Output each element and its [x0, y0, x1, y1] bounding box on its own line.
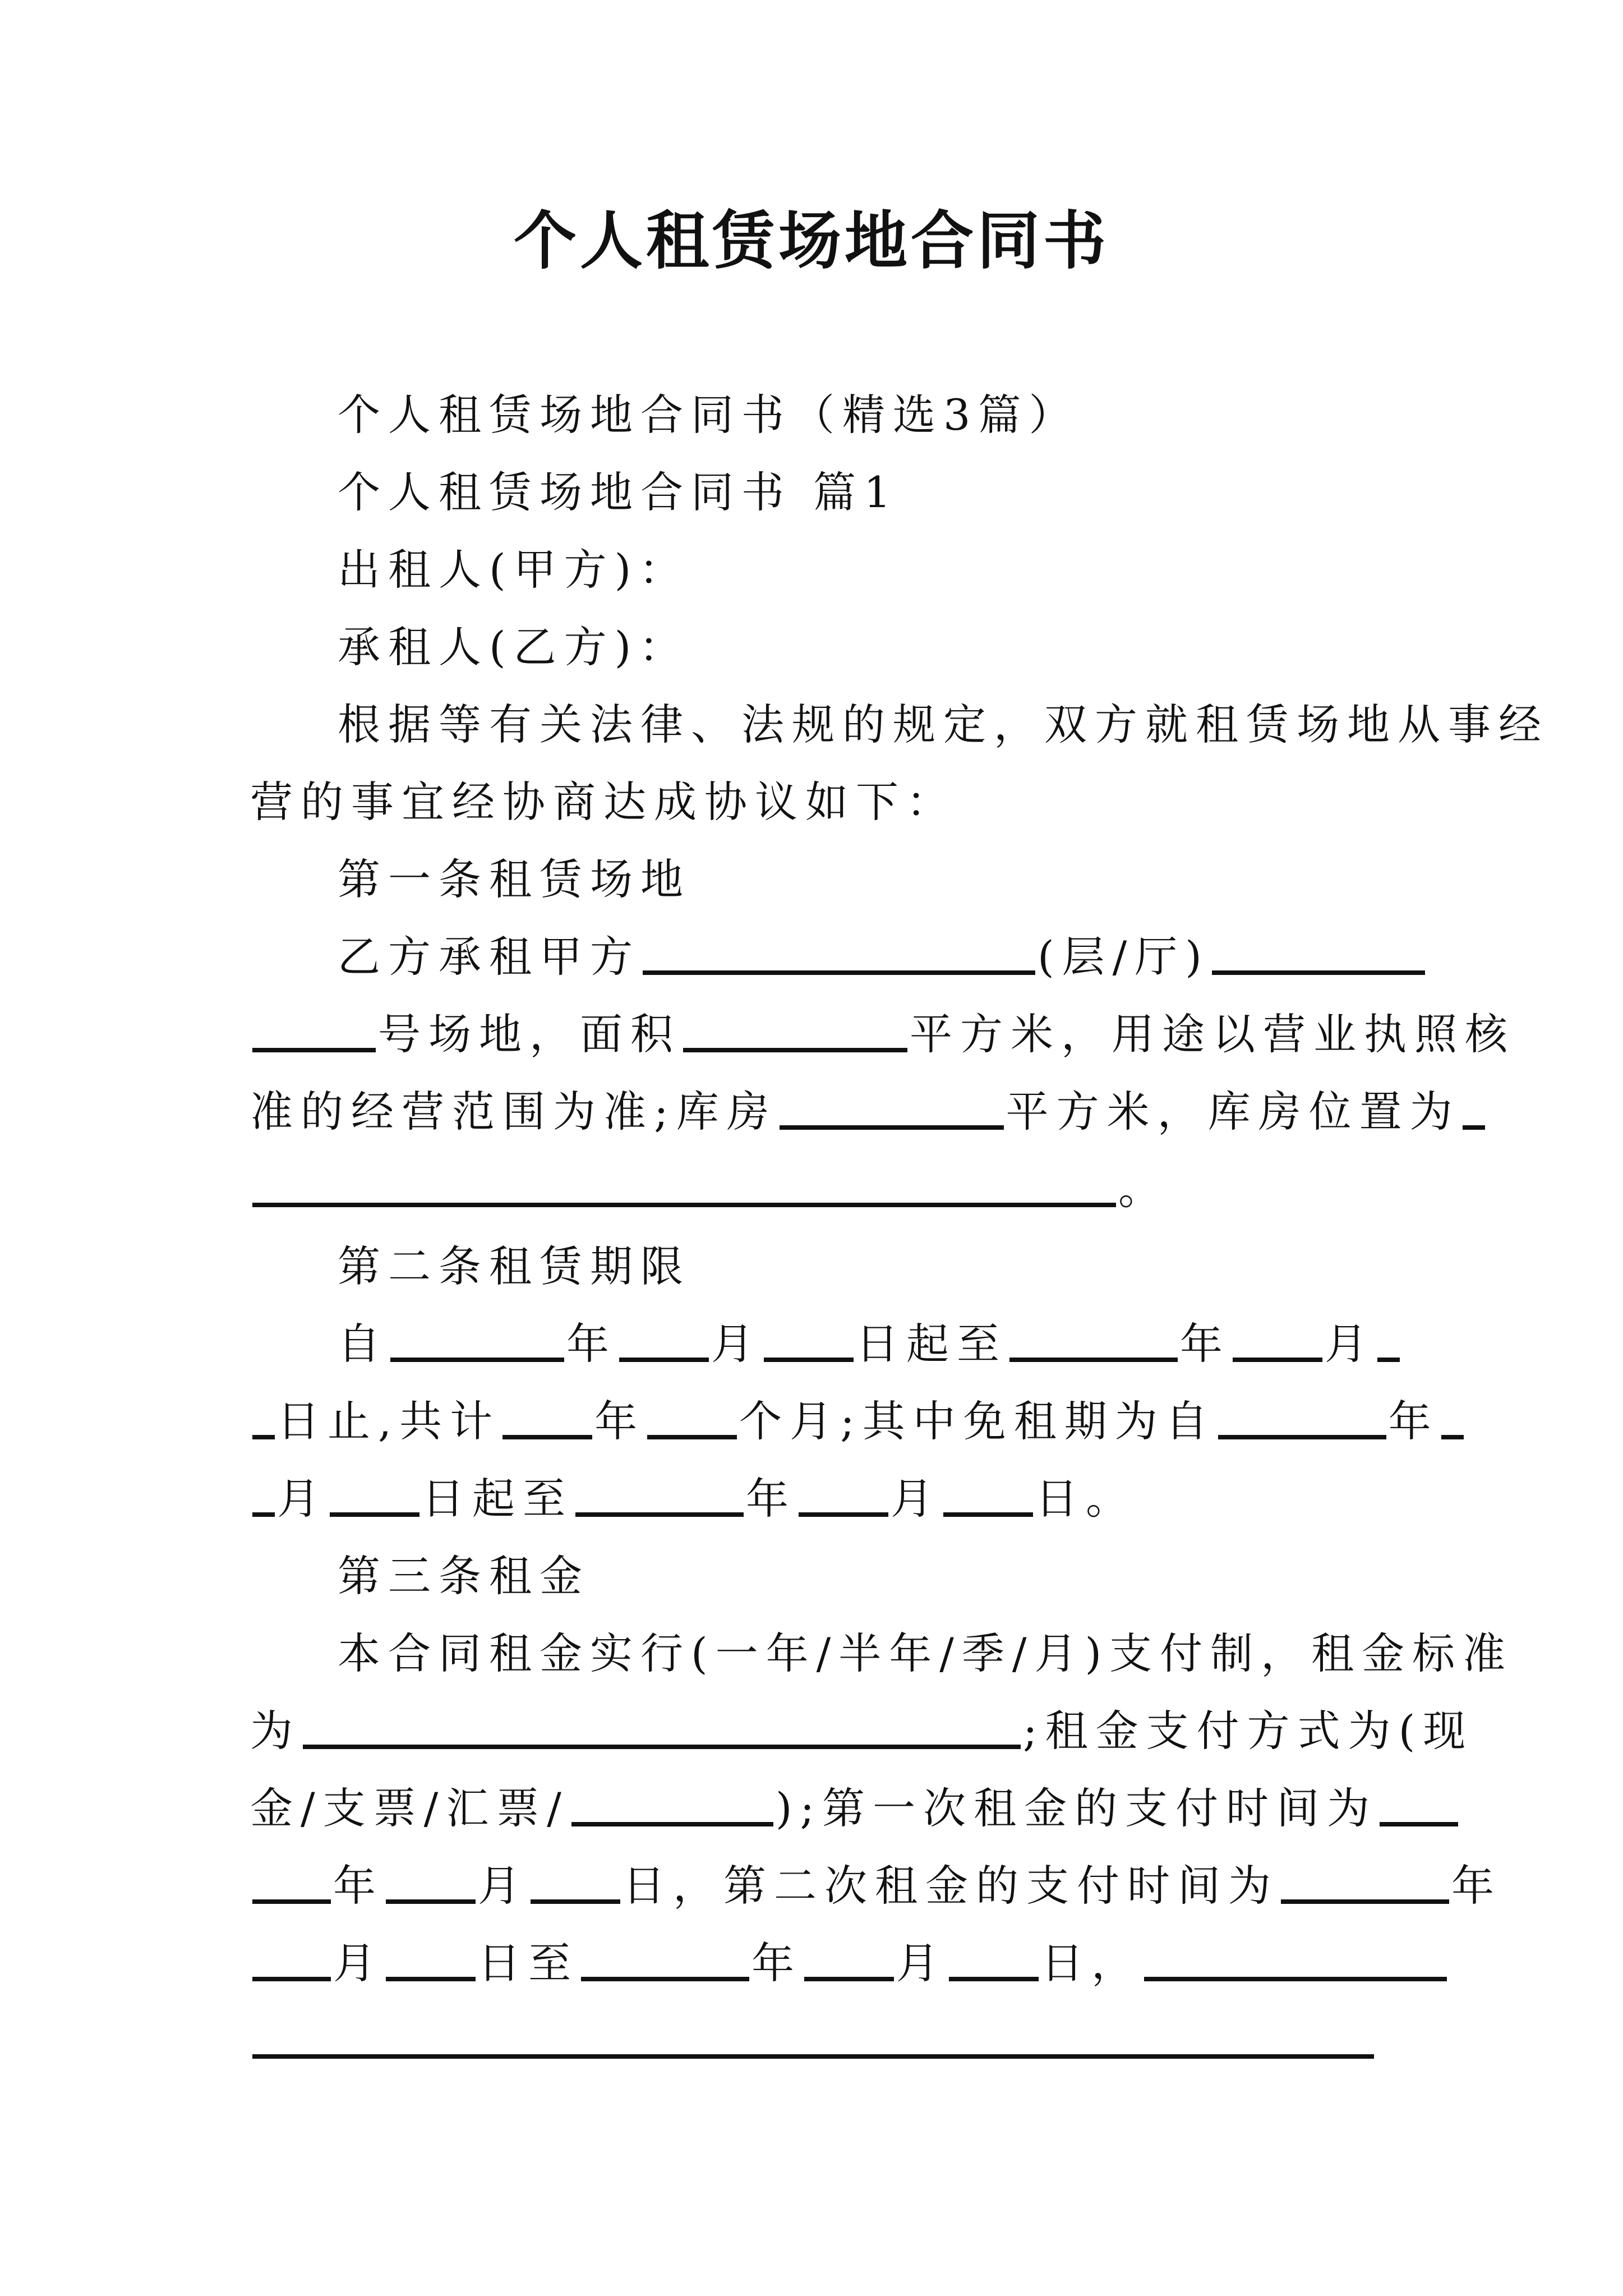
text: 年: [746, 1474, 796, 1524]
blank-underline: [252, 1943, 331, 1981]
blank-underline: [647, 1401, 737, 1439]
blank-underline: [330, 1479, 419, 1517]
blank-underline: [386, 1866, 476, 1904]
blank-underline: [764, 1324, 854, 1362]
text: 日起至: [856, 1319, 1007, 1369]
blank-underline: [531, 1866, 620, 1904]
lessor-line: 出租人(甲方)：: [338, 545, 690, 595]
blank-underline: [303, 1711, 1021, 1749]
blank-underline: [1233, 1324, 1322, 1362]
blank-underline: [1218, 1401, 1386, 1439]
text: 日。: [1035, 1474, 1136, 1524]
blank-underline: [1009, 1324, 1178, 1362]
document-title: 个人租赁场地合同书: [514, 205, 1109, 278]
blank-underline: [502, 1401, 592, 1439]
article-3-title: 第三条租金: [338, 1551, 590, 1601]
text: 年: [751, 1938, 802, 1988]
blank-underline: [619, 1324, 709, 1362]
blank-underline: [1144, 1943, 1447, 1981]
text: 平方米，用途以营业执照核: [910, 1009, 1515, 1059]
blank-underline: [643, 937, 1035, 975]
text: (层/厅): [1038, 932, 1210, 982]
article-1-line-3: [250, 1073, 1460, 1151]
text: 。: [1118, 1164, 1169, 1214]
blank-underline: [252, 1169, 1116, 1207]
article-3-line-6: [250, 2002, 1392, 2079]
blank-underline: [949, 1943, 1039, 1981]
chapter-heading: 个人租赁场地合同书 篇1: [338, 467, 899, 517]
text: 日，: [1041, 1938, 1142, 1988]
text: 日，第二次租金的支付时间为: [623, 1861, 1279, 1911]
blank-underline: [581, 1943, 749, 1981]
blank-underline: [780, 1092, 1004, 1130]
article-2-title: 第二条租赁期限: [338, 1241, 691, 1291]
article-1-line-2: [250, 996, 1515, 1073]
intro-line-1: 根据等有关法律、法规的规定，双方就租赁场地从事经: [338, 700, 1549, 749]
intro-line-2: 营的事宜经协商达成协议如下：: [250, 777, 957, 827]
blank-underline: [252, 1401, 275, 1439]
text: 年: [1451, 1861, 1502, 1911]
blank-underline: [575, 1479, 744, 1517]
text: 平方米，库房位置为: [1006, 1087, 1460, 1137]
blank-underline: [390, 1324, 564, 1362]
article-2-line-1: [250, 1305, 1392, 1383]
text: 月: [333, 1938, 384, 1988]
text: 日起至: [422, 1474, 573, 1524]
text: 年: [1388, 1396, 1439, 1446]
blank-underline: [683, 1014, 907, 1052]
subtitle: 个人租赁场地合同书（精选3篇）: [338, 390, 1080, 440]
article-3-line-5: [250, 1925, 1392, 2002]
text: 月: [1325, 1319, 1375, 1369]
text: 月: [711, 1319, 762, 1369]
article-3-line-2: [250, 1692, 1474, 1770]
text: 月: [896, 1938, 947, 1988]
blank-underline: [571, 1788, 773, 1826]
text: 年: [566, 1319, 617, 1369]
blank-underline: [252, 2021, 1374, 2059]
blank-underline: [1377, 1324, 1400, 1362]
text: 自: [338, 1319, 388, 1369]
text: );第一次租金的支付时间为: [775, 1783, 1378, 1833]
blank-underline: [1380, 1788, 1458, 1826]
article-1-line-4: [250, 1151, 1392, 1228]
text: 准的经营范围为准;库房: [250, 1087, 777, 1137]
article-3-line-3: [250, 1770, 1392, 1847]
blank-underline: [943, 1479, 1033, 1517]
text: 乙方承租甲方: [338, 932, 640, 982]
article-1-line-1: [250, 918, 1392, 996]
blank-underline: [799, 1479, 888, 1517]
text: 号场地，面积: [378, 1009, 681, 1059]
text: 月: [891, 1474, 941, 1524]
article-1-title: 第一条租赁场地: [338, 854, 691, 904]
blank-underline: [386, 1943, 476, 1981]
text: 金/支票/汇票/: [250, 1783, 569, 1833]
article-2-line-2: [250, 1383, 1439, 1460]
text: 日至: [478, 1938, 579, 1988]
article-3-line-1: 本合同租金实行(一年/半年/季/月)支付制，租金标准: [338, 1628, 1514, 1678]
blank-underline: [252, 1479, 275, 1517]
text: 个月;其中免租期为自: [739, 1396, 1216, 1446]
blank-underline: [1212, 937, 1425, 975]
article-2-line-3: [250, 1460, 1392, 1538]
text: 月: [277, 1474, 328, 1524]
text: 月: [478, 1861, 528, 1911]
lessee-line: 承租人(乙方)：: [338, 622, 690, 672]
blank-underline: [804, 1943, 894, 1981]
blank-underline: [1463, 1092, 1485, 1130]
text: 年: [1180, 1319, 1230, 1369]
text: 年: [333, 1861, 384, 1911]
text: 日止,共计: [277, 1396, 501, 1446]
text: 年: [594, 1396, 645, 1446]
blank-underline: [1441, 1401, 1464, 1439]
article-3-line-4: [250, 1847, 1502, 1925]
text: ;租金支付方式为(现: [1023, 1706, 1474, 1756]
document-body: [250, 376, 1549, 2079]
blank-underline: [1281, 1866, 1449, 1904]
text: 为: [250, 1706, 301, 1756]
blank-underline: [252, 1014, 376, 1052]
blank-underline: [252, 1866, 331, 1904]
